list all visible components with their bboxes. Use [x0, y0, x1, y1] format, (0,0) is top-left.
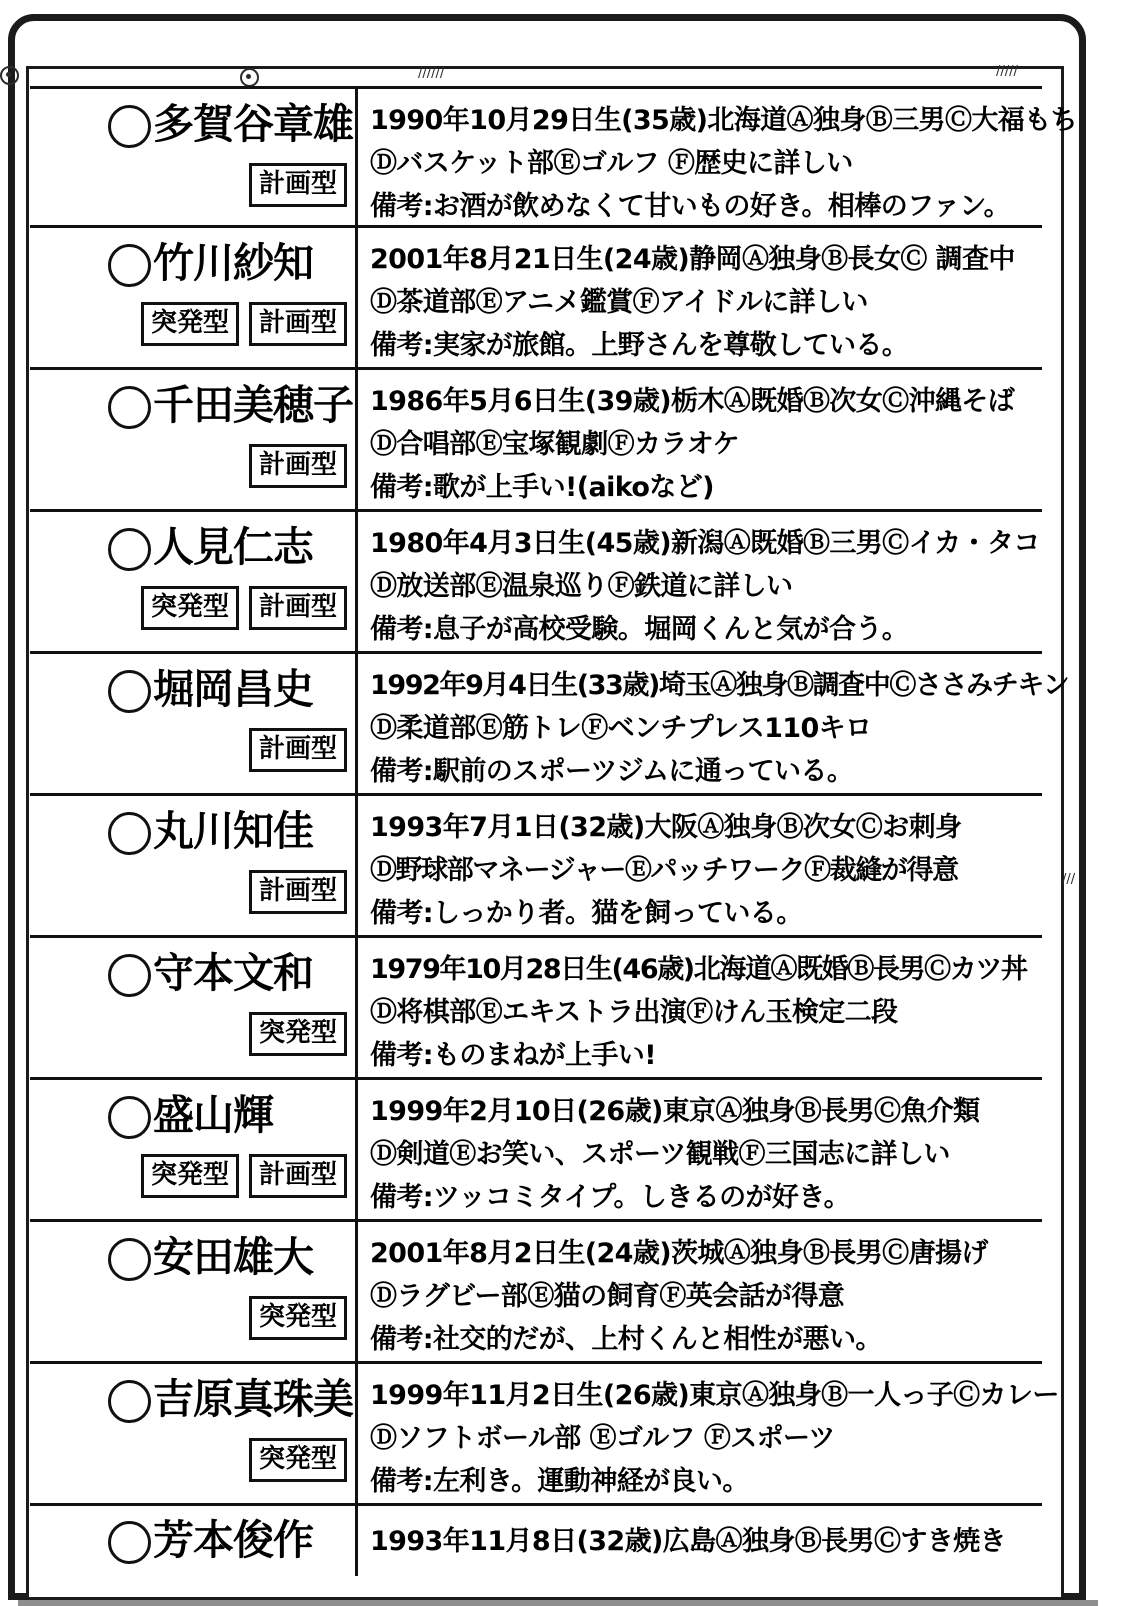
name-line [30, 232, 355, 294]
name-line [30, 1510, 355, 1570]
name-cell [30, 1080, 355, 1219]
profile-line-2: Ⓓ将棋部Ⓔエキストラ出演Ⓕけん玉検定二段 [370, 997, 898, 1028]
remarks-line: 備考:社交的だが、上村くんと相性が悪い。 [370, 1324, 882, 1355]
profile-line-1: 2001年8月21日生(24歳)静岡Ⓐ独身Ⓑ長女Ⓒ 調査中 [370, 244, 1015, 275]
name-cell [30, 512, 355, 651]
info-cell [355, 938, 1042, 1077]
person-name: 盛山輝 [153, 1091, 273, 1139]
info-cell [355, 512, 1046, 651]
profile-line-2: Ⓓラグビー部Ⓔ猫の飼育Ⓕ英会話が得意 [370, 1281, 845, 1312]
person-name: 人見仁志 [153, 523, 313, 571]
tag-group [30, 586, 355, 630]
info-cell [355, 1364, 1065, 1503]
profile-line-2: Ⓓ放送部Ⓔ温泉巡りⒻ鉄道に詳しい [370, 571, 793, 602]
name-line [30, 1368, 355, 1430]
checkbox-circle-icon[interactable] [108, 1521, 151, 1564]
type-tag[interactable]: 突発型 [249, 1012, 347, 1056]
info-cell [355, 89, 1083, 225]
table-row[interactable] [30, 1364, 1059, 1506]
binder-ring-icon [240, 68, 259, 87]
type-tag[interactable]: 突発型 [249, 1438, 347, 1482]
tag-group [30, 163, 355, 207]
person-name: 守本文和 [153, 949, 313, 997]
type-tag[interactable]: 突発型 [141, 1154, 239, 1198]
tag-group [30, 1154, 355, 1198]
tag-group [30, 1438, 355, 1482]
table-row[interactable] [30, 1506, 1042, 1576]
profile-line-2: Ⓓ剣道Ⓔお笑い、スポーツ観戦Ⓕ三国志に詳しい [370, 1139, 950, 1170]
profile-line-2: Ⓓ柔道部Ⓔ筋トレⒻベンチプレス110キロ [370, 713, 872, 744]
type-tag[interactable]: 計画型 [249, 1154, 347, 1198]
checkbox-circle-icon[interactable] [108, 244, 151, 287]
checkbox-circle-icon[interactable] [108, 386, 151, 429]
checkbox-circle-icon[interactable] [108, 670, 151, 713]
binder-ring-left-icon [0, 66, 19, 85]
person-name: 安田雄大 [153, 1233, 313, 1281]
remarks-line: 備考:ツッコミタイプ。しきるのが好き。 [370, 1182, 850, 1213]
table-row[interactable] [30, 938, 1042, 1080]
checkbox-circle-icon[interactable] [108, 1380, 151, 1423]
type-tag[interactable]: 計画型 [249, 728, 347, 772]
page-deco-mark-2: ///// [996, 64, 1018, 79]
name-cell [30, 1222, 355, 1361]
name-line [30, 1084, 355, 1146]
profile-line-1: 1999年11月2日生(26歳)東京Ⓐ独身Ⓑ一人っ子Ⓒカレー [370, 1380, 1059, 1411]
tag-group [30, 728, 355, 772]
type-tag[interactable]: 突発型 [141, 302, 239, 346]
tag-group [30, 302, 355, 346]
type-tag[interactable]: 突発型 [141, 586, 239, 630]
name-cell [30, 796, 355, 935]
profile-line-1: 1990年10月29日生(35歳)北海道Ⓐ独身Ⓑ三男Ⓒ大福もち [370, 105, 1077, 136]
info-cell [355, 370, 1042, 509]
info-cell [355, 1506, 1042, 1576]
remarks-line: 備考:歌が上手い!(aikoなど) [370, 472, 714, 503]
table-row[interactable] [30, 796, 1042, 938]
table-row[interactable] [30, 654, 1069, 796]
profile-line-2: Ⓓ野球部マネージャーⒺパッチワークⒻ裁縫が得意 [370, 855, 958, 886]
name-cell [30, 654, 355, 793]
remarks-line: 備考:駅前のスポーツジムに通っている。 [370, 756, 854, 787]
table-row[interactable] [30, 370, 1042, 512]
remarks-line: 備考:お酒が飲めなくて甘いもの好き。相棒のファン。 [370, 191, 1011, 222]
profile-line-1: 2001年8月2日生(24歳)茨城Ⓐ独身Ⓑ長男Ⓒ唐揚げ [370, 1238, 988, 1269]
table-row[interactable] [30, 86, 1077, 228]
person-name: 丸川知佳 [153, 807, 313, 855]
remarks-line: 備考:しっかり者。猫を飼っている。 [370, 898, 803, 929]
remarks-line: 備考:ものまねが上手い! [370, 1040, 656, 1071]
tag-group [30, 1012, 355, 1056]
profile-line-2: Ⓓ合唱部Ⓔ宝塚観劇Ⓕカラオケ [370, 429, 740, 460]
name-line [30, 1226, 355, 1288]
person-name: 吉原真珠美 [153, 1375, 353, 1423]
profile-line-2: Ⓓバスケット部Ⓔゴルフ Ⓕ歴史に詳しい [370, 148, 853, 179]
person-name: 堀岡昌史 [153, 665, 313, 713]
profile-line-1: 1993年11月8日(32歳)広島Ⓐ独身Ⓑ長男Ⓒすき焼き [370, 1526, 1006, 1557]
name-cell [30, 370, 355, 509]
checkbox-circle-icon[interactable] [108, 528, 151, 571]
table-row[interactable] [30, 1080, 1042, 1222]
profile-line-1: 1986年5月6日生(39歳)栃木Ⓐ既婚Ⓑ次女Ⓒ沖縄そば [370, 386, 1015, 417]
info-cell [355, 1080, 1042, 1219]
type-tag[interactable]: 計画型 [249, 163, 347, 207]
type-tag[interactable]: 計画型 [249, 870, 347, 914]
info-cell [355, 228, 1042, 367]
name-line [30, 658, 355, 720]
profile-line-2: Ⓓ茶道部Ⓔアニメ鑑賞Ⓕアイドルに詳しい [370, 287, 868, 318]
info-cell [355, 1222, 1042, 1361]
table-row[interactable] [30, 512, 1042, 654]
name-cell [30, 228, 355, 367]
name-line [30, 800, 355, 862]
name-line [30, 516, 355, 578]
tag-group [30, 870, 355, 914]
type-tag[interactable]: 計画型 [249, 586, 347, 630]
tag-group [30, 444, 355, 488]
profile-line-2: Ⓓソフトボール部 Ⓔゴルフ Ⓕスポーツ [370, 1423, 835, 1454]
person-name: 多賀谷章雄 [153, 100, 353, 148]
table-row[interactable] [30, 228, 1042, 370]
remarks-line: 備考:実家が旅館。上野さんを尊敬している。 [370, 330, 909, 361]
profile-line-1: 1979年10月28日生(46歳)北海道Ⓐ既婚Ⓑ長男Ⓒカツ丼 [370, 954, 1027, 985]
name-cell [30, 1506, 355, 1576]
checkbox-circle-icon[interactable] [108, 1238, 151, 1281]
type-tag[interactable]: 突発型 [249, 1296, 347, 1340]
type-tag[interactable]: 計画型 [249, 302, 347, 346]
page-deco-mark-3: /// [1062, 872, 1076, 887]
profile-line-1: 1993年7月1日(32歳)大阪Ⓐ独身Ⓑ次女Ⓒお刺身 [370, 812, 962, 843]
name-line [30, 942, 355, 1004]
profile-line-1: 1992年9月4日生(33歳)埼玉Ⓐ独身Ⓑ調査中Ⓒささみチキン [370, 670, 1069, 701]
checkbox-circle-icon[interactable] [108, 954, 151, 997]
name-cell [30, 89, 355, 225]
name-line [30, 374, 355, 436]
name-cell [30, 1364, 355, 1503]
character-roster-table [30, 86, 1077, 1576]
name-line [30, 93, 355, 155]
table-row[interactable] [30, 1222, 1042, 1364]
checkbox-circle-icon[interactable] [108, 1096, 151, 1139]
tag-group [30, 1296, 355, 1340]
profile-line-1: 1980年4月3日生(45歳)新潟Ⓐ既婚Ⓑ三男Ⓒイカ・タコ [370, 528, 1040, 559]
name-cell [30, 938, 355, 1077]
person-name: 芳本俊作 [153, 1516, 313, 1564]
checkbox-circle-icon[interactable] [108, 105, 151, 148]
page-deco-mark-1: ////// [418, 66, 445, 81]
person-name: 竹川紗知 [153, 239, 313, 287]
remarks-line: 備考:左利き。運動神経が良い。 [370, 1466, 749, 1497]
info-cell [355, 654, 1074, 793]
checkbox-circle-icon[interactable] [108, 812, 151, 855]
person-name: 千田美穂子 [153, 381, 353, 429]
remarks-line: 備考:息子が高校受験。堀岡くんと気が合う。 [370, 614, 909, 645]
profile-line-1: 1999年2月10日(26歳)東京Ⓐ独身Ⓑ長男Ⓒ魚介類 [370, 1096, 980, 1127]
info-cell [355, 796, 1042, 935]
type-tag[interactable]: 計画型 [249, 444, 347, 488]
